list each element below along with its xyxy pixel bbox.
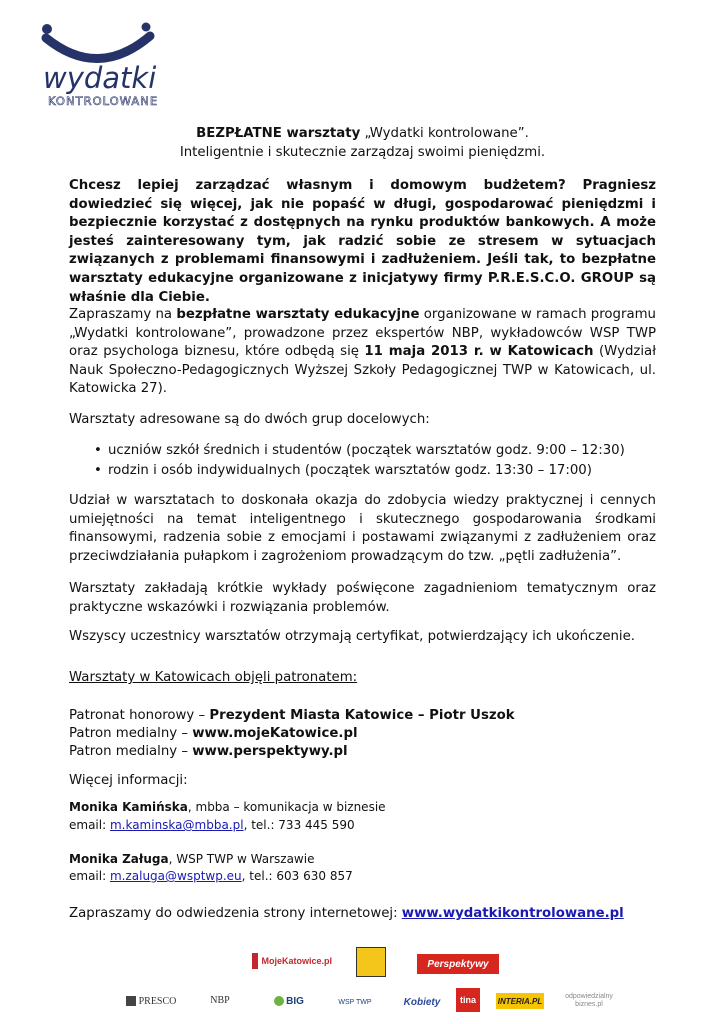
website-line xyxy=(69,905,656,924)
invite-text-3: (Wydział Nauk Społeczno-Pedagogicznych Wyższej Szkoły Pedagogicznej TWP w Katowicach, ul. Katowicka 27). xyxy=(69,344,656,397)
partner-name: WSP TWP xyxy=(338,998,372,1006)
partner-name: NBP xyxy=(210,994,230,1006)
patron-value: www.perspektywy.pl xyxy=(192,744,348,759)
contact-phone: , tel.: 603 630 857 xyxy=(241,869,353,883)
logo-brand-text: wydatki xyxy=(43,61,157,95)
patron-value: www.mojeKatowice.pl xyxy=(192,726,358,741)
logo-sub-text: KONTROLOWANE xyxy=(48,94,159,108)
partner-name: tina xyxy=(459,995,476,1005)
contact-org: , mbba – komunikacja w biznesie xyxy=(187,800,386,814)
document-title xyxy=(0,125,725,144)
invite-text-2: organizowane w ramach programu „Wydatki kontrolowane”, prowadzone przez ekspertów NBP, wykładowców WSP TWP oraz psychologa biznesu, które odbędą się xyxy=(69,307,656,360)
lectures-paragraph: Warsztaty zakładają krótkie wykłady poświęcone zagadnieniom tematycznym oraz praktyczne wskazówki i rozwiązania problemów. xyxy=(69,581,656,615)
partner-name: odpowiedzialny biznes.pl xyxy=(565,993,613,1008)
invite-bold-workshops: bezpłatne warsztaty edukacyjne xyxy=(176,307,420,322)
contact-name: Monika Kamińska xyxy=(69,800,188,814)
presco-logo xyxy=(120,992,182,1010)
presco-mark-icon xyxy=(126,996,136,1006)
intro-paragraph: Chcesz lepiej zarządzać własnym i domowym budżetem? Pragniesz dowiedzieć się więcej, jak nie popaść w długi, gospodarować pieniędzmi i bezpiecznie korzystać z dostępnych na rynku produktów bankowych. A może jesteś zainteresowany tym, jak radzić sobie ze stresem w sytuacjach związanych z problemami finansowymi i zadłużeniem. Jeśli tak, to bezpłatne warsztaty edukacyjne organizowane z inicjatywy firmy P.R.E.S.C.O. GROUP są właśnie dla Ciebie. xyxy=(69,178,656,305)
invite-text-1: Zapraszamy na xyxy=(69,307,177,322)
contact-email-link[interactable]: m.zaluga@wsptwp.eu xyxy=(109,869,242,883)
certificate-paragraph: Wszyscy uczestnicy warsztatów otrzymają certyfikat, potwierdzający ich ukończenie. xyxy=(69,629,636,644)
email-label: email: xyxy=(69,869,110,883)
groups-list xyxy=(108,441,668,480)
more-info-heading: Więcej informacji: xyxy=(69,773,188,788)
patron-value: Prezydent Miasta Katowice – Piotr Uszok xyxy=(209,708,515,723)
contact-1-name-line xyxy=(69,799,656,816)
document-subtitle: Inteligentnie i skutecznie zarządzaj swoimi pieniędzmi. xyxy=(179,145,546,160)
title-bold: BEZPŁATNE warsztaty xyxy=(196,126,361,141)
contact-email-link[interactable]: m.kaminska@mbba.pl xyxy=(109,818,244,832)
patron-media-2 xyxy=(69,743,656,762)
wsp-twp-logo xyxy=(324,992,386,1012)
list-item: • rodzin i osób indywidualnych (początek warsztatów godz. 13:30 – 17:00) xyxy=(108,461,668,481)
website-link[interactable]: www.wydatkikontrolowane.pl xyxy=(401,906,624,921)
patron-media-1 xyxy=(69,725,656,744)
odpowiedzialny-biznes-logo xyxy=(558,990,620,1012)
invite-bold-date: 11 maja 2013 r. w Katowicach xyxy=(364,344,594,360)
contact-name: Monika Załuga xyxy=(69,852,169,866)
katowice-coat-of-arms-icon xyxy=(356,947,386,977)
contact-2-name-line xyxy=(69,851,656,868)
tina-logo xyxy=(456,988,480,1012)
big-mark-icon xyxy=(274,996,284,1006)
patronage-heading: Warsztaty w Katowicach objęli patronatem: xyxy=(69,670,358,685)
patron-label: Patron medialny – xyxy=(69,726,193,741)
contact-1-email-line xyxy=(69,817,656,834)
wydatki-kontrolowane-logo xyxy=(38,18,168,114)
city-icon xyxy=(252,953,258,969)
partner-name: MojeKatowice.pl xyxy=(261,956,332,966)
interia-logo xyxy=(496,993,544,1009)
partner-name: BIG xyxy=(286,995,304,1007)
kobiety-logo xyxy=(400,994,444,1010)
list-item: • uczniów szkół średnich i studentów (początek warsztatów godz. 9:00 – 12:30) xyxy=(108,441,668,461)
patron-label: Patron medialny – xyxy=(69,744,193,759)
contact-org: , WSP TWP w Warszawie xyxy=(168,852,315,866)
partner-name: INTERIA.PL xyxy=(497,996,543,1006)
groups-intro: Warsztaty adresowane są do dwóch grup docelowych: xyxy=(69,412,430,427)
website-invite-text: Zapraszamy do odwiedzenia strony internetowej: xyxy=(69,906,402,921)
opportunity-paragraph: Udział w warsztatach to doskonała okazja do zdobycia wiedzy praktycznej i cennych umiejętności na temat inteligentnego i skutecznego gospodarowania środkami finansowymi, radzenia sobie z emocjami i postawami związanymi z zadłużeniem oraz przeciwdziałania pułapkom i zagrożeniom prowadzącym do tzw. „pętli zadłużenia”. xyxy=(69,493,656,564)
title-rest: „Wydatki kontrolowane”. xyxy=(360,126,529,141)
partner-name: Perspektywy xyxy=(427,958,489,970)
contact-phone: , tel.: 733 445 590 xyxy=(243,818,355,832)
big-logo xyxy=(268,992,310,1010)
email-label: email: xyxy=(69,818,110,832)
patron-label: Patronat honorowy – xyxy=(69,708,210,723)
contact-2-email-line xyxy=(69,868,656,885)
patron-honorary xyxy=(69,707,656,726)
partner-name: Kobiety xyxy=(403,996,441,1008)
invitation-paragraph xyxy=(69,306,656,399)
mojekatowice-logo xyxy=(252,950,332,972)
partner-name: PRESCO xyxy=(138,995,177,1007)
nbp-logo xyxy=(198,990,242,1010)
perspektywy-logo xyxy=(417,954,499,974)
